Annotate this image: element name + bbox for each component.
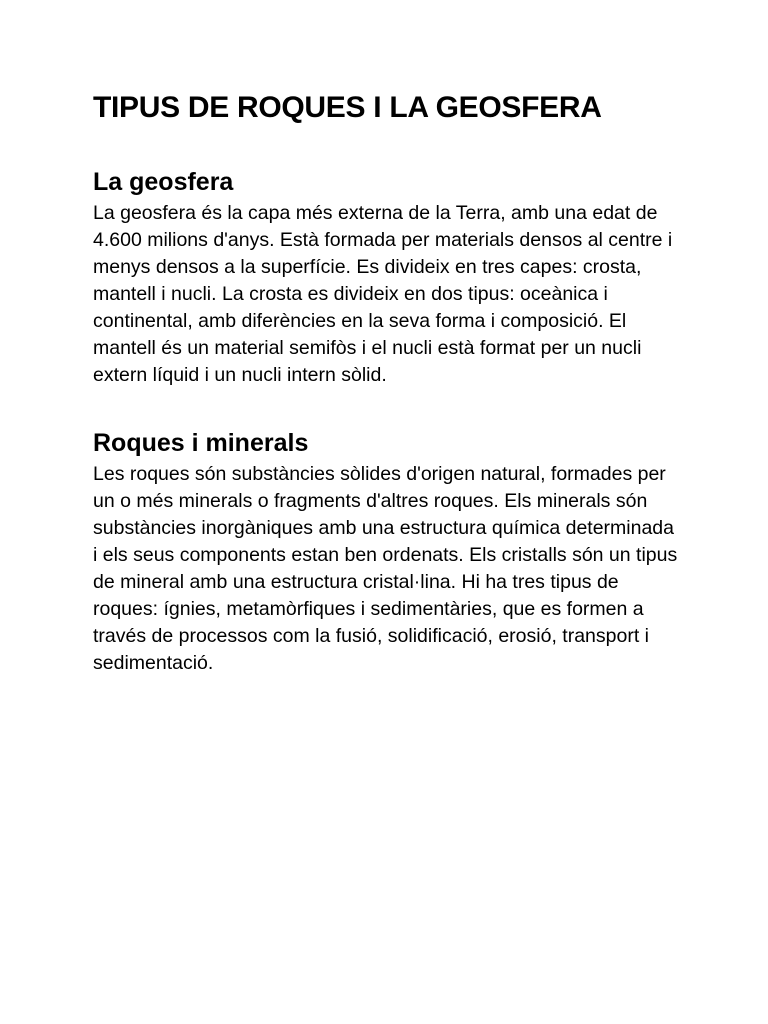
document-page [93,88,683,677]
section-paragraph: Les roques són substàncies sòlides d'origen natural, formades per un o més minerals o fragments d'altres roques. Els minerals són substàncies inorgàniques amb una estructura química determinada i els seus components estan ben ordenats. Els cristalls són un tipus de mineral amb una estructura cristal·lina. Hi ha tres tipus de roques: ígnies, metamòrfiques i sedimentàries, que es formen a través de processos com la fusió, solidificació, erosió, transport i sedimentació. [93,463,678,674]
document-title: TIPUS DE ROQUES I LA GEOSFERA [93,91,602,124]
section-paragraph: La geosfera és la capa més externa de la Terra, amb una edat de 4.600 milions d'anys. Està formada per materials densos al centre i menys densos a la superfície. Es divideix en tres capes: crosta, mantell i nucli. La crosta es divideix en dos tipus: oceànica i continental, amb diferències en la seva forma i composició. El mantell és un material semifòs i el nucli està format per un nucli extern líquid i un nucli intern sòlid. [93,202,673,386]
section-roques-i-minerals [93,427,683,677]
section-heading: La geosfera [93,168,234,196]
section-la-geosfera [93,166,683,389]
section-heading: Roques i minerals [93,429,309,457]
